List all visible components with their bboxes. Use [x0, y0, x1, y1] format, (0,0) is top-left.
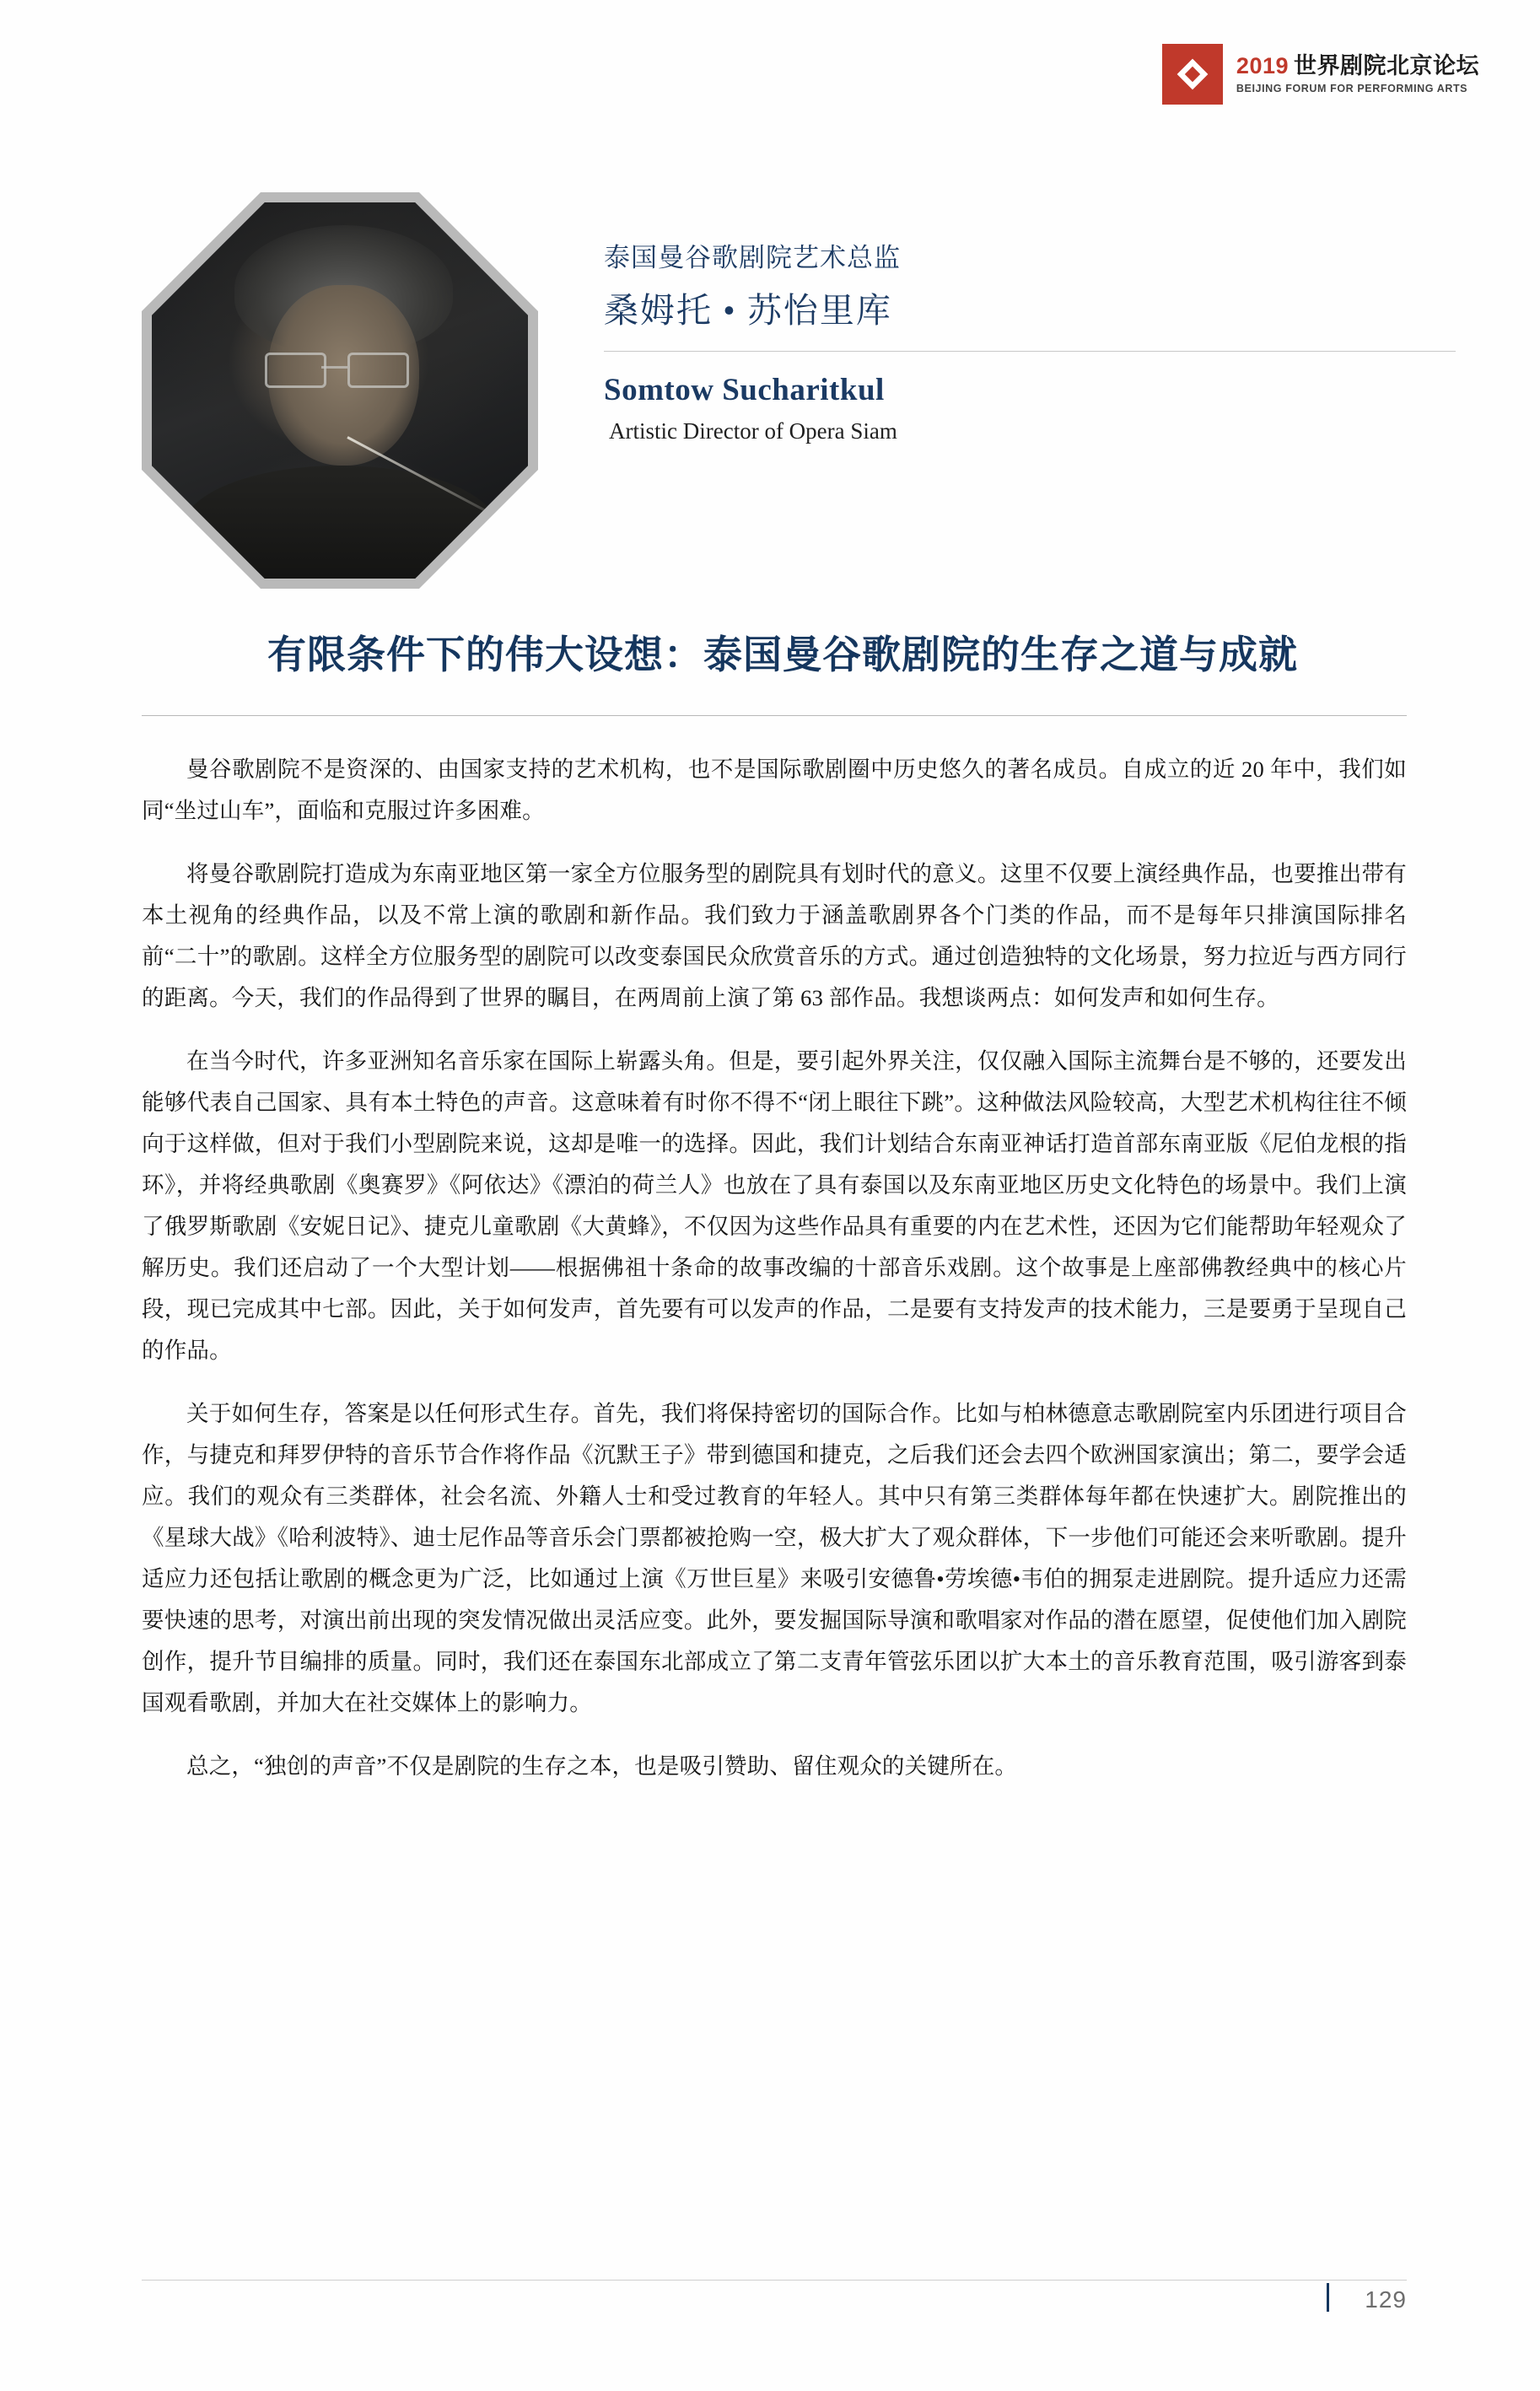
portrait-frame: [142, 192, 538, 589]
speaker-name-cn: 桑姆托 • 苏怡里库: [604, 291, 892, 330]
logo-emblem-icon: [1162, 44, 1223, 105]
logo-text-block: [1236, 53, 1479, 94]
portrait-shoulders: [182, 466, 498, 579]
portrait-glasses-right: [347, 353, 409, 388]
portrait-glasses-left: [265, 353, 326, 388]
forum-logo: [1162, 44, 1479, 105]
paragraph: 关于如何生存，答案是以任何形式生存。首先，我们将保持密切的国际合作。比如与柏林德意志歌剧院室内乐团进行项目合作，与捷克和拜罗伊特的音乐节合作将作品《沉默王子》带到德国和捷克，之后我们还会去四个欧洲国家演出；第二，要学会适应。我们的观众有三类群体，社会名流、外籍人士和受过教育的年轻人。其中只有第三类群体每年都在快速扩大。剧院推出的《星球大战》《哈利波特》、迪士尼作品等音乐会门票都被抢购一空，极大扩大了观众群体，下一步他们可能还会来听歌剧。提升适应力还包括让歌剧的概念更为广泛，比如通过上演《万世巨星》来吸引安德鲁•劳埃德•韦伯的拥泵走进剧院。提升适应力还需要快速的思考，对演出前出现的突发情况做出灵活应变。此外，要发掘国际导演和歌唱家对作品的潜在愿望，促使他们加入剧院创作，提升节目编排的质量。同时，我们还在泰国东北部成立了第二支青年管弦乐团以扩大本土的音乐教育范围，吸引游客到泰国观看歌剧，并加大在社交媒体上的影响力。: [142, 1401, 1407, 1715]
logo-title-en: BEIJING FORUM FOR PERFORMING ARTS: [1236, 83, 1468, 95]
title-divider: [142, 715, 1407, 716]
speaker-divider: [604, 351, 1456, 352]
logo-title-line: [1236, 53, 1479, 79]
article-body: [142, 749, 1407, 1809]
footer-divider: [142, 2280, 1407, 2281]
page-number: 129: [1365, 2286, 1407, 2313]
page-title: 有限条件下的伟大设想：泰国曼谷歌剧院的生存之道与成就: [267, 633, 1298, 676]
speaker-info: [604, 236, 1405, 444]
avatar: [152, 202, 528, 579]
logo-year: 2019: [1236, 53, 1289, 79]
speaker-role-en: Artistic Director of Opera Siam: [609, 418, 897, 444]
speaker-block: [142, 192, 1407, 589]
page-number-accent: [1327, 2283, 1329, 2312]
paragraph: 将曼谷歌剧院打造成为东南亚地区第一家全方位服务型的剧院具有划时代的意义。这里不仅要上演经典作品，也要推出带有本土视角的经典作品，以及不常上演的歌剧和新作品。我们致力于涵盖歌剧界各个门类的作品，而不是每年只排演国际排名前“二十”的歌剧。这样全方位服务型的剧院可以改变泰国民众欣赏音乐的方式。通过创造独特的文化场景，努力拉近与西方同行的距离。今天，我们的作品得到了世界的瞩目，在两周前上演了第 63 部作品。我想谈两点：如何发声和如何生存。: [142, 861, 1407, 1010]
page-footer: [142, 2280, 1407, 2317]
paragraph: 曼谷歌剧院不是资深的、由国家支持的艺术机构，也不是国际歌剧圈中历史悠久的著名成员。自成立的近 20 年中，我们如同“坐过山车”，面临和克服过许多困难。: [142, 757, 1407, 823]
speaker-name-en: Somtow Sucharitkul: [604, 373, 885, 407]
portrait-glasses-bridge: [321, 366, 347, 369]
speaker-role-cn: 泰国曼谷歌剧院艺术总监: [604, 243, 901, 272]
logo-title-cn: 世界剧院北京论坛: [1294, 53, 1479, 79]
paragraph: 在当今时代，许多亚洲知名音乐家在国际上崭露头角。但是，要引起外界关注，仅仅融入国际主流舞台是不够的，还要发出能够代表自己国家、具有本土特色的声音。这意味着有时你不得不“闭上眼往下跳”。这种做法风险较高，大型艺术机构往往不倾向于这样做，但对于我们小型剧院来说，这却是唯一的选择。因此，我们计划结合东南亚神话打造首部东南亚版《尼伯龙根的指环》，并将经典歌剧《奥赛罗》《阿依达》《漂泊的荷兰人》也放在了具有泰国以及东南亚地区历史文化特色的场景中。我们上演了俄罗斯歌剧《安妮日记》、捷克儿童歌剧《大黄蜂》，不仅因为这些作品具有重要的内在艺术性，还因为它们能帮助年轻观众了解历史。我们还启动了一个大型计划——根据佛祖十条命的故事改编的十部音乐戏剧。这个故事是上座部佛教经典中的核心片段，现已完成其中七部。因此，关于如何发声，首先要有可以发声的作品，二是要有支持发声的技术能力，三是要勇于呈现自己的作品。: [142, 1048, 1407, 1363]
portrait-container: [142, 192, 538, 589]
paragraph: 总之，“独创的声音”不仅是剧院的生存之本，也是吸引赞助、留住观众的关键所在。: [186, 1753, 1018, 1779]
